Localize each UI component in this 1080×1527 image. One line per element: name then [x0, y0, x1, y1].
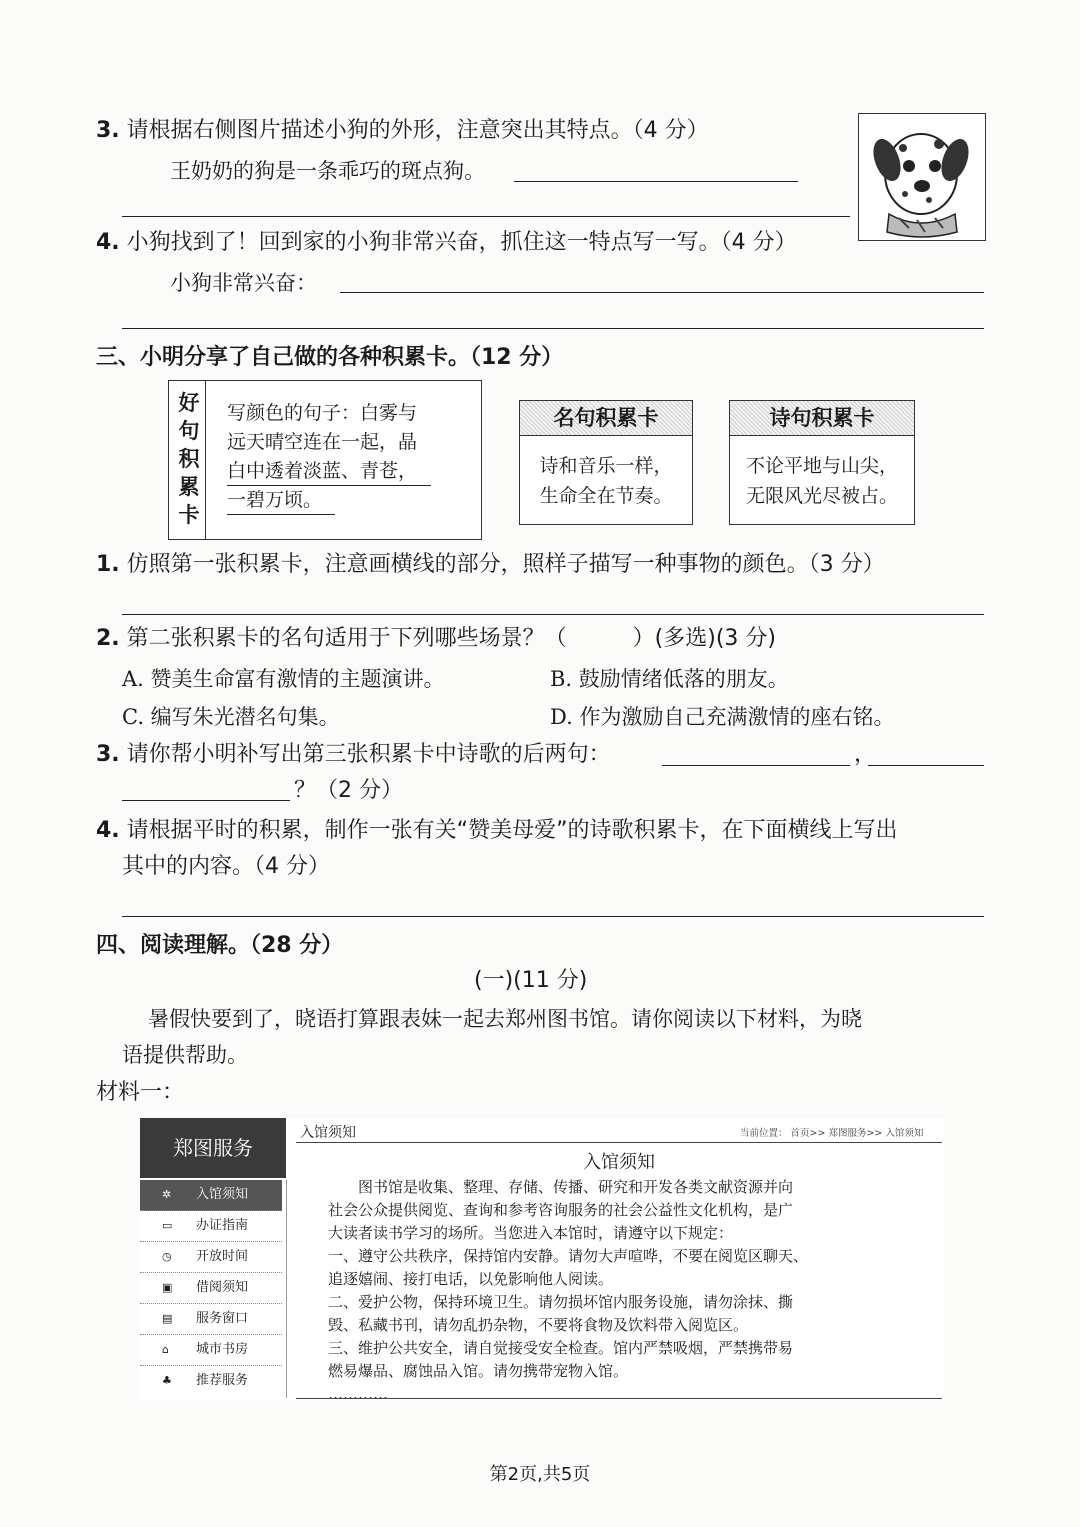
option-b[interactable]: B. 鼓励情绪低落的朋友。 [550, 667, 789, 691]
side-char: 卡 [178, 503, 200, 527]
question-2-3 [96, 116, 709, 146]
card-text [520, 451, 692, 511]
notice-line: 社会公众提供阅览、查询和参考咨询服务的社会公益性文化机构，是广 [328, 1201, 794, 1219]
spotted-dog-illustration [859, 114, 985, 240]
library-screenshot [140, 1118, 944, 1403]
option-a[interactable]: A. 赞美生命富有激情的主题演讲。 [122, 667, 445, 691]
question-number: 3. [96, 118, 120, 143]
card-text [227, 399, 417, 515]
option-c[interactable]: C. 编写朱光潜名句集。 [122, 705, 340, 729]
menu-item-service-window[interactable] [140, 1304, 282, 1335]
divider [296, 1398, 942, 1399]
book-icon: ▣ [162, 1281, 173, 1294]
card-side-label [173, 381, 206, 539]
notice-line: 燃易爆品、腐蚀品入馆。请勿携带宠物入馆。 [328, 1362, 629, 1380]
card-line: 远天晴空连在一起，晶 [227, 431, 418, 453]
dog-image [858, 113, 986, 241]
quote-card [519, 400, 693, 525]
question-text: 小狗找到了！回到家的小狗非常兴奋，抓住这一特点写一写。（4 分） [126, 230, 797, 255]
answer-line[interactable] [868, 765, 984, 766]
section-heading: 三、小明分享了自己做的各种积累卡。（12 分） [96, 345, 564, 370]
menu-label: 服务窗口 [196, 1311, 249, 1326]
comma: ， [854, 742, 877, 767]
question-number: 3. [96, 742, 120, 767]
question-tail: ？（2 分） [294, 778, 403, 803]
menu-label: 开放时间 [196, 1249, 249, 1264]
page-number: 第2页,共5页 [489, 1464, 591, 1485]
subsection-heading: (一)(11 分) [474, 968, 588, 993]
sentence-card [168, 380, 482, 540]
sidebar-title: 郑图服务 [140, 1118, 286, 1178]
question-number: 2. [96, 626, 120, 651]
menu-label: 借阅须知 [196, 1280, 249, 1295]
answer-prompt: 小狗非常兴奋： [170, 271, 317, 295]
material-label: 材料一： [96, 1080, 185, 1105]
answer-line[interactable] [122, 614, 984, 615]
section-heading: 四、阅读理解。（28 分） [96, 933, 344, 958]
side-char: 好 [178, 391, 200, 415]
card-title: 名句积累卡 [520, 401, 692, 436]
underline-mark [227, 514, 335, 515]
card-line: 不论平地与山尖， [745, 455, 898, 477]
notice-line: 二、爱护公物，保持环境卫生。请勿损坏馆内服务设施，请勿涂抹、撕 [328, 1293, 794, 1311]
notice-line: 追逐嬉闹、接打电话，以免影响他人阅读。 [328, 1270, 614, 1288]
answer-line[interactable] [340, 292, 984, 293]
intro-text: 语提供帮助。 [122, 1043, 248, 1067]
notice-body [328, 1176, 808, 1406]
card-line: 诗和音乐一样， [539, 455, 673, 477]
card-line: 白中透着淡蓝、青苍， [227, 460, 418, 482]
tab-title: 入馆须知 [300, 1125, 356, 1141]
answer-line[interactable] [514, 181, 798, 182]
divider [296, 1142, 942, 1143]
menu-label: 城市书房 [196, 1342, 249, 1357]
question-text: 请根据右侧图片描述小狗的外形，注意突出其特点。（4 分） [126, 118, 709, 143]
window-icon: ▤ [162, 1312, 173, 1325]
question-text: 第二张积累卡的名句适用于下列哪些场景？（ ）(多选)(3 分) [126, 626, 776, 651]
question-3-2 [96, 624, 776, 654]
side-char: 积 [178, 447, 200, 471]
question-text: 请你帮小明补写出第三张积累卡中诗歌的后两句： [126, 742, 611, 767]
menu-label: 办证指南 [196, 1218, 249, 1233]
menu-item-recommended[interactable] [140, 1366, 282, 1396]
menu-item-card-guide[interactable] [140, 1211, 282, 1242]
card-line: 一碧万顷。 [227, 489, 323, 511]
breadcrumb: 当前位置： 首页>> 郑图服务>> 入馆须知 [740, 1128, 924, 1139]
card-title: 诗句积累卡 [730, 401, 914, 436]
answer-prompt: 王奶奶的狗是一条乖巧的斑点狗。 [170, 159, 485, 183]
recommend-icon: ♣ [162, 1374, 172, 1387]
card-line: 无限风光尽被占。 [745, 485, 898, 507]
answer-line[interactable] [122, 216, 850, 217]
menu-item-borrowing[interactable] [140, 1273, 282, 1304]
question-2-4 [96, 228, 797, 258]
side-char: 句 [178, 419, 200, 443]
question-text: 请根据平时的积累，制作一张有关“赞美母爱”的诗歌积累卡，在下面横线上写出 [126, 818, 898, 843]
card-line: 生命全在节奏。 [539, 485, 673, 507]
card-text [730, 451, 914, 511]
notice-title: 入馆须知 [583, 1152, 655, 1173]
card-line: 写颜色的句子：白雾与 [227, 402, 418, 424]
notice-line: ………… [328, 1385, 388, 1403]
menu-label: 推荐服务 [196, 1373, 249, 1388]
question-3-1 [96, 550, 885, 580]
answer-line[interactable] [122, 800, 290, 801]
question-text: 仿照第一张积累卡，注意画横线的部分，照样子描写一种事物的颜色。（3 分） [126, 552, 885, 577]
menu-label: 入馆须知 [196, 1187, 249, 1202]
underline-mark [227, 485, 431, 486]
question-3-4 [96, 816, 897, 846]
question-3-3 [96, 740, 611, 770]
notice-line: 三、维护公共安全，请自觉接受安全检查。馆内严禁吸烟，严禁携带易 [328, 1339, 794, 1357]
notice-line: 一、遵守公共秩序，保持馆内安静。请勿大声喧哗，不要在阅览区聊天、 [328, 1247, 809, 1265]
question-number: 4. [96, 230, 120, 255]
menu-item-hours[interactable] [140, 1242, 282, 1273]
menu-item-admission[interactable] [140, 1180, 282, 1211]
card-icon: ▭ [162, 1219, 173, 1232]
house-icon: ⌂ [162, 1343, 169, 1356]
question-text-cont: 其中的内容。（4 分） [122, 854, 330, 879]
answer-line[interactable] [122, 916, 984, 917]
option-d[interactable]: D. 作为激励自己充满激情的座右铭。 [550, 705, 895, 729]
poem-card [729, 400, 915, 525]
question-number: 4. [96, 818, 120, 843]
star-icon: ✲ [162, 1188, 172, 1201]
notice-line: 毁、私藏书刊，请勿乱扔杂物，不要将食物及饮料带入阅览区。 [328, 1316, 749, 1334]
clock-icon: ◷ [162, 1250, 172, 1263]
answer-line[interactable] [662, 765, 850, 766]
notice-line: 大读者读书学习的场所。当您进入本馆时，请遵守以下规定： [328, 1224, 734, 1242]
menu-item-city-study[interactable] [140, 1335, 282, 1366]
side-char: 累 [178, 475, 200, 499]
notice-line: 图书馆是收集、整理、存储、传播、研究和开发各类文献资源并向 [328, 1178, 794, 1196]
question-number: 1. [96, 552, 120, 577]
answer-line[interactable] [122, 328, 984, 329]
intro-text: 暑假快要到了，晓语打算跟表妹一起去郑州图书馆。请你阅读以下材料，为晓 [148, 1007, 862, 1031]
sidebar-menu [140, 1180, 287, 1398]
